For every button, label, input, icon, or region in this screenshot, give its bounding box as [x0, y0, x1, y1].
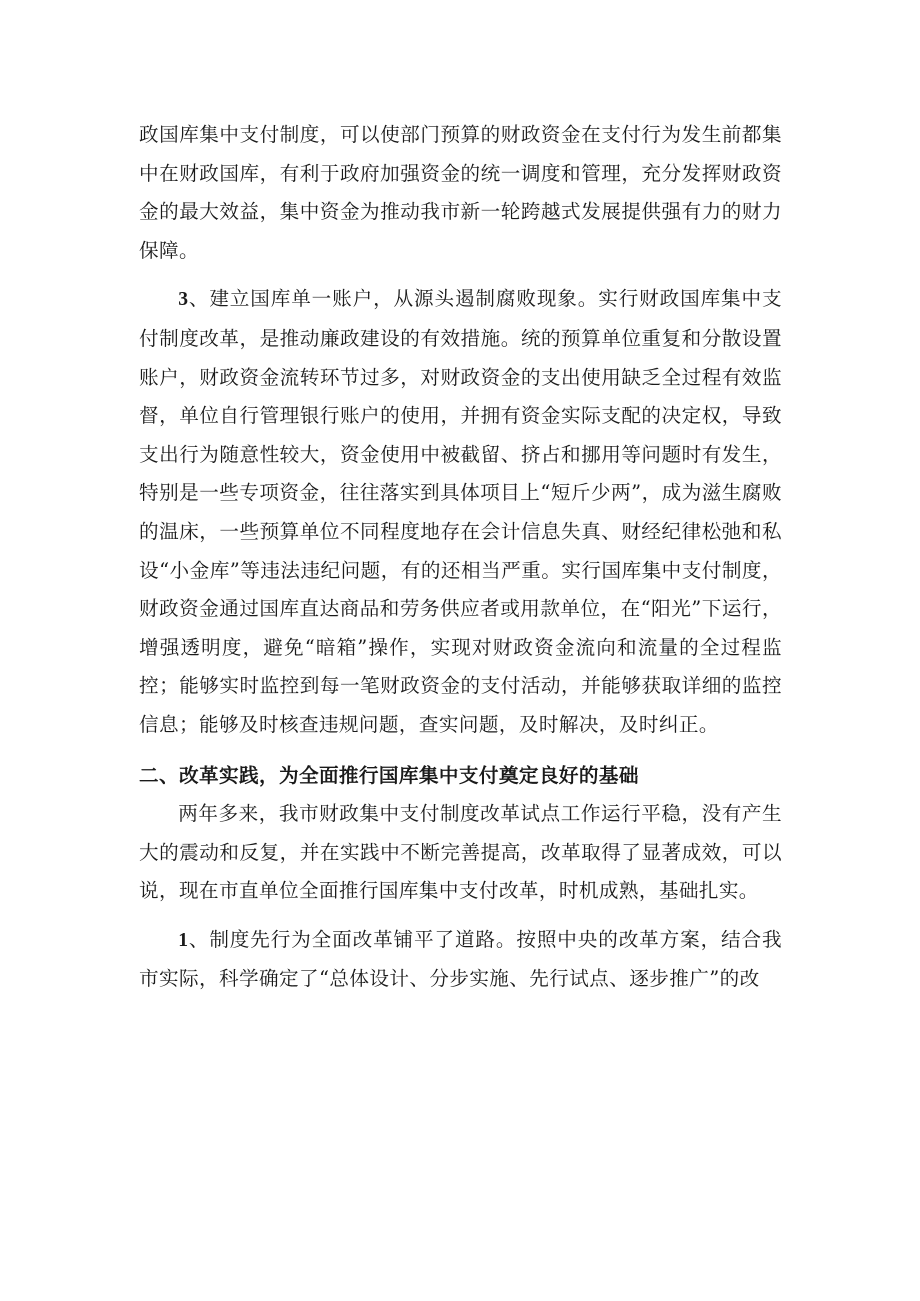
paragraph-text: 政国库集中支付制度，可以使部门预算的财政资金在支付行为发生前都集中在财政国库，有利于政府加强资金的统一调度和管理，充分发挥财政资金的最大效益，集中资金为推动我市新一轮跨越式发展提供强有力的财力保障。: [139, 123, 782, 262]
paragraph-section-intro: [139, 795, 782, 911]
paragraph-text: 两年多来，我市财政集中支付制度改革试点工作运行平稳，没有产生大的震动和反复，并在实践中不断完善提高，改革取得了显著成效，可以说，现在市直单位全面推行国库集中支付改革，时机成熟，基础扎实。: [139, 802, 782, 903]
paragraph-continuation: [139, 116, 782, 270]
paragraph-item-3: [139, 280, 782, 744]
document-body: [139, 116, 782, 999]
section-heading-text: 二、改革实践，为全面推行国库集中支付奠定良好的基础: [139, 763, 639, 787]
item-number: 1: [178, 929, 189, 951]
paragraph-text: 、制度先行为全面改革铺平了道路。按照中央的改革方案，结合我市实际，科学确定了“总体设计、分步实施、先行试点、逐步推广”的改: [139, 927, 782, 991]
paragraph-item-1: [139, 921, 782, 999]
paragraph-text: 、建立国库单一账户，从源头遏制腐败现象。实行财政国库集中支付制度改革，是推动廉政建设的有效措施。统的预算单位重复和分散设置账户，财政资金流转环节过多，对财政资金的支出使用缺乏全过程有效监督，单位自行管理银行账户的使用，并拥有资金实际支配的决定权，导致支出行为随意性较大，资金使用中被截留、挤占和挪用等问题时有发生，特别是一些专项资金，往往落实到具体项目上“短斤少两”，成为滋生腐败的温床，一些预算单位不同程度地存在会计信息失真、财经纪律松弛和私设“小金库”等违法违纪问题，有的还相当严重。实行国库集中支付制度，财政资金通过国库直达商品和劳务供应者或用款单位，在“阳光”下运行，增强透明度，避免“暗箱”操作，实现对财政资金流向和流量的全过程监控；能够实时监控到每一笔财政资金的支付活动，并能够获取详细的监控信息；能够及时核查违规问题，查实问题，及时解决，及时纠正。: [139, 287, 782, 736]
item-number: 3: [178, 289, 189, 311]
section-heading: [139, 757, 782, 796]
